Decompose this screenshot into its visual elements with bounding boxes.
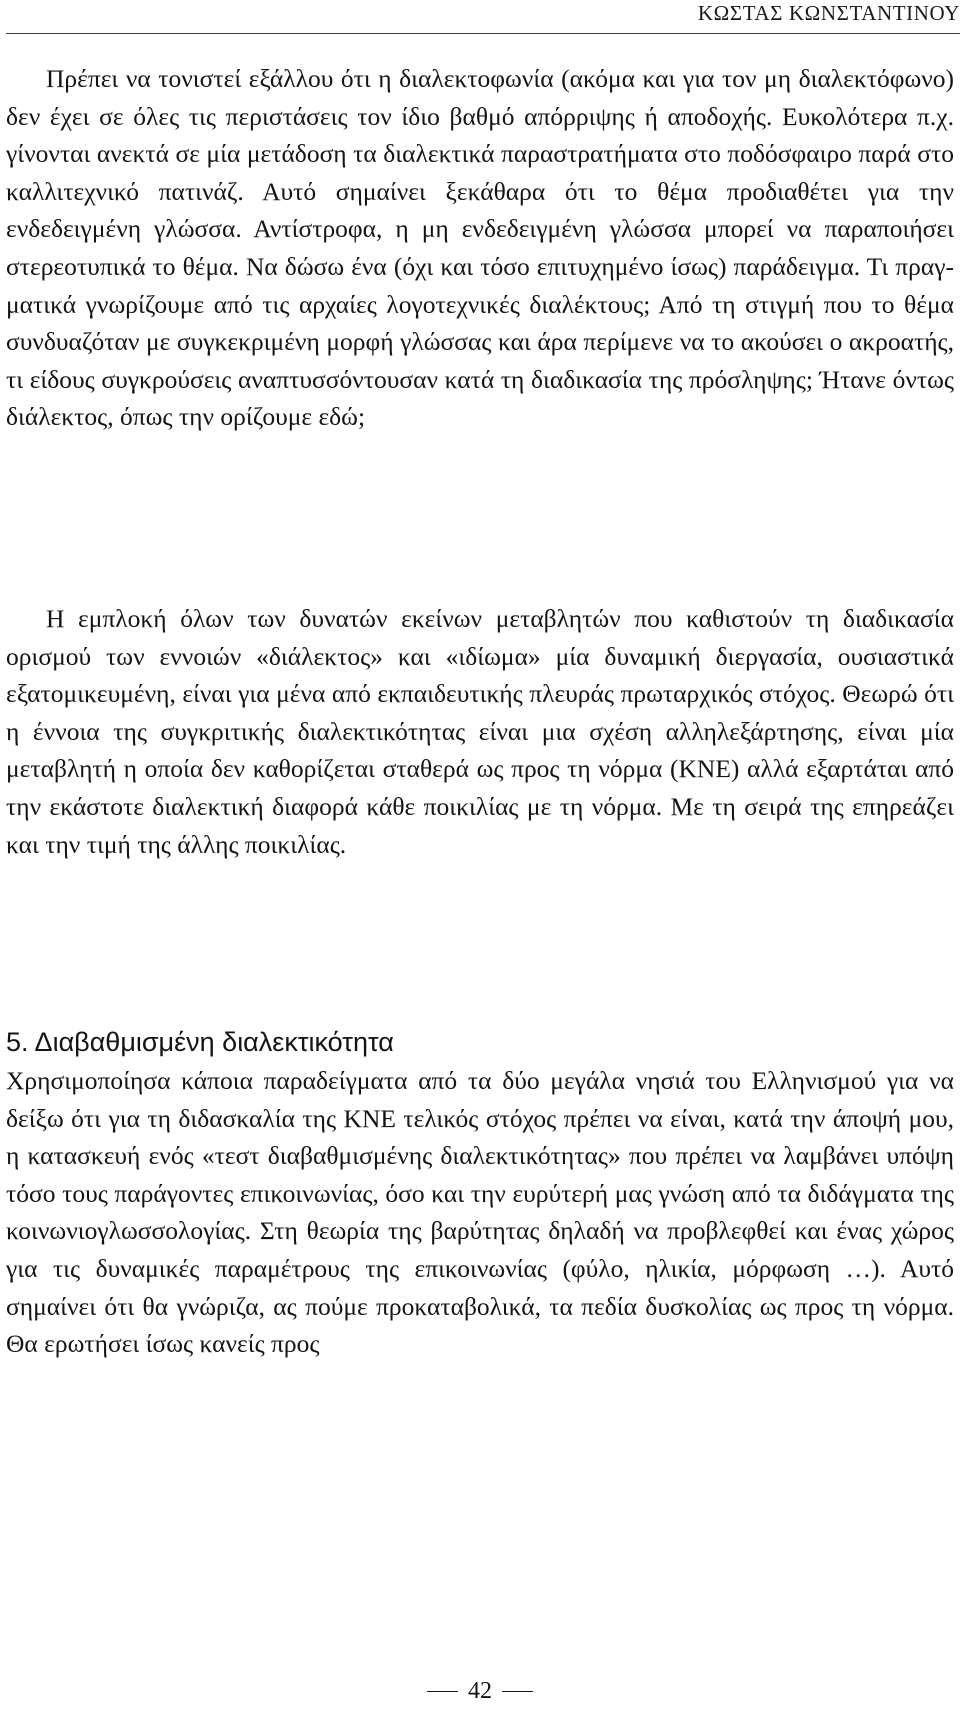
footer-dash-right xyxy=(502,1691,533,1692)
footer-dash-left xyxy=(427,1691,458,1692)
body-paragraph-3: Χρησιμοποίησα κάποια παραδείγματα από τα δύο μεγάλα νησιά του Ελληνισμού για να δείξω ότι για τη διδασκαλία της ΚΝΕ τελικός στόχος πρέπει να είναι, κατά την άποψή μου, η κατασκευή ενός «τεστ διαβαθμισμένης διαλεκτικότητας» που πρέπει να λαμβάνει υπόψη τόσο τους παράγοντες επικοινωνίας, όσο και την ευρύτερή μας γνώση από τα διδάγματα της κοινωνιογλωσσολογίας. Στη θεωρία της βαρύτητας δηλαδή να προβλεφθεί και ένας χώρος για τις δυναμικές παραμέτρους της επικοινωνίας (φύλο, ηλικία, μόρφωση …). Αυτό σημαίνει ότι θα γνώριζα, ας πούμε προκαταβολικά, τα πεδία δυσκολίας ως προς τη νόρμα. Θα ερωτήσει ίσως κανείς προς xyxy=(6,1066,954,1359)
running-header-author: ΚΩΣΤΑΣ ΚΩΝΣΤΑΝΤΙΝΟΥ xyxy=(697,1,960,25)
section-heading: 5. Διαβαθμισμένη διαλεκτικότητα xyxy=(6,1027,394,1057)
header-rule xyxy=(6,33,960,34)
body-paragraph-2: Η εμπλοκή όλων των δυνατών εκείνων μεταβλητών που καθιστούν τη διαδικασία ορισμού των εννοιών «διάλεκτος» και «ιδίωμα» μία δυναμική διεργασία, ουσιαστικά εξατομικευμένη, είναι για μένα από εκπαιδευτικής πλευράς πρωταρχικός στόχος. Θεωρώ ότι η έννοια της συγκριτικής διαλεκτικότητας είναι μια σχέση αλληλεξάρτησης, είναι μία μεταβλητή η οποία δεν καθορίζεται σταθερά ως προς τη νόρμα (ΚΝΕ) αλλά εξαρτάται από την εκάστοτε διαλεκτική διαφορά κάθε ποικιλίας με τη νόρμα. Με τη σειρά της επηρεάζει και την τιμή της άλλης ποικιλίας. xyxy=(6,604,954,859)
body-paragraph-1: Πρέπει να τονιστεί εξάλλου ότι η διαλεκτοφωνία (ακόμα και για τον μη διαλεκτόφωνο) δεν έχει σε όλες τις περιστάσεις τον ίδιο βαθμό απόρριψης ή αποδοχής. Ευκολότερα π.χ. γίνονται ανεκτά σε μία μετάδοση τα διαλεκτικά παραστρατήματα στο ποδόσφαιρο παρά στο καλλιτεχνικό πατινάζ. Αυτό σημαίνει ξεκάθαρα ότι το θέμα προδιαθέτει για την ενδεδειγμένη γλώσσα. Αντίστροφα, η μη ενδεδειγμένη γλώσσα μπορεί να παραποιήσει στερεοτυπικά το θέμα. Να δώσω ένα (όχι και τόσο επιτυχημένο ίσως) παράδειγμα. Τι πραγματικά γνωρίζουμε από τις αρχαίες λογοτεχνικές διαλέκτους; Από τη στιγμή που το θέμα συνδυαζόταν με συγκεκριμένη μορφή γλώσσας και άρα περίμενε να το ακούσει ο ακροατής, τι είδους συγκρούσεις αναπτυσσόντουσαν κατά τη διαδικασία της πρόσληψης; Ήτανε όντως διάλεκτος, όπως την ορίζουμε εδώ; xyxy=(6,64,954,432)
page-footer xyxy=(0,1676,960,1706)
page-number: 42 xyxy=(468,1677,492,1704)
